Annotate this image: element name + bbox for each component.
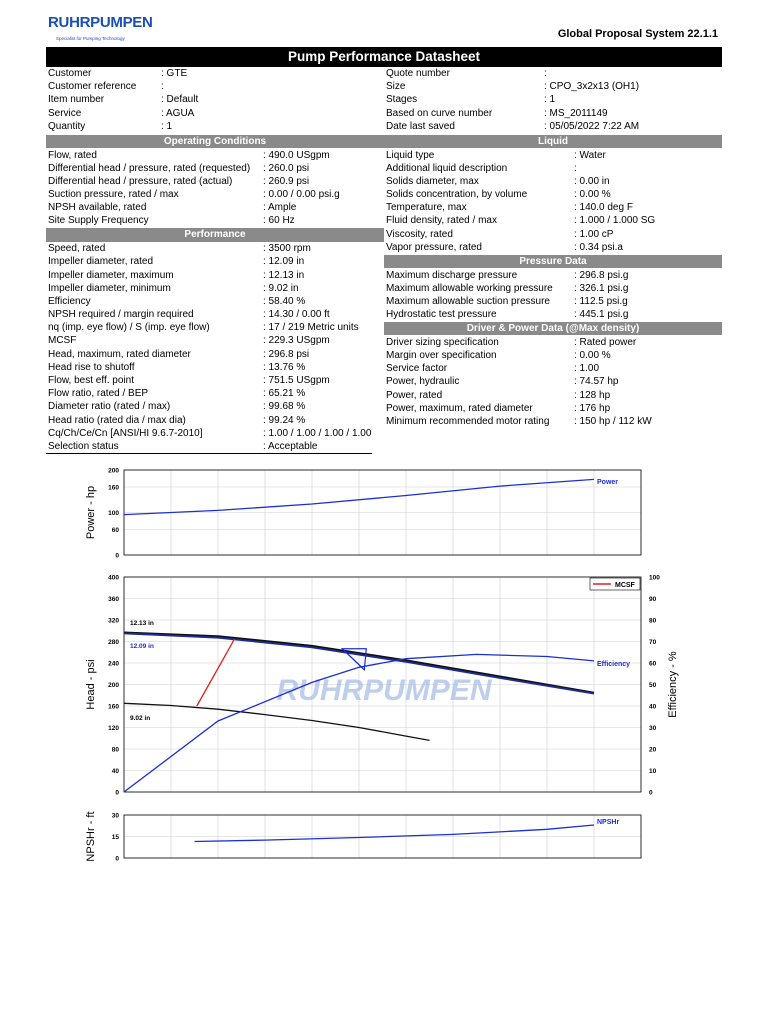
field-label: MCSF (48, 335, 77, 347)
field-label: Liquid type (386, 149, 435, 161)
field-label: Efficiency (48, 295, 91, 307)
field-label: Maximum allowable suction pressure (386, 295, 550, 307)
legend-label-mcsf: MCSF (615, 582, 635, 589)
field-value: : (544, 68, 547, 79)
field-label: Margin over specification (386, 349, 497, 361)
field-label: Date last saved (386, 120, 455, 132)
field-value: : 1.00 (574, 363, 600, 375)
field-label: Fluid density, rated / max (386, 215, 497, 227)
field-label: Power, maximum, rated diameter (386, 402, 533, 414)
field-value: : 1.00 cP (574, 228, 614, 240)
field-value: : 1.000 / 1.000 SG (574, 215, 656, 227)
y-tick-label: 0 (115, 789, 119, 797)
y-tick-label: 0 (115, 855, 119, 863)
field-value: : 0.34 psi.a (574, 241, 623, 253)
field-label: Impeller diameter, minimum (48, 282, 171, 294)
field-value: : 445.1 psi.g (574, 309, 629, 321)
field-label: Minimum recommended motor rating (386, 415, 550, 427)
y2-tick-label: 0 (649, 789, 653, 797)
section-driver-power: Driver & Power Data (@Max density) (384, 322, 722, 336)
y-tick-label: 40 (111, 768, 119, 775)
y-tick-label: 30 (111, 812, 119, 820)
field-value: : 0.00 % (574, 189, 611, 201)
field-value: : 17 / 219 Metric units (263, 322, 359, 334)
field-value: : 9.02 in (263, 282, 299, 294)
field-value: : 751.5 USgpm (263, 375, 330, 386)
label-dia-max: 12.13 in (130, 620, 154, 627)
field-label: Head rise to shutoff (48, 361, 135, 373)
field-label: Based on curve number (386, 107, 493, 119)
field-label: Size (386, 81, 406, 93)
series-line-npshr (195, 825, 595, 842)
y-axis-label: Power - hp (85, 485, 97, 540)
field-label: Suction pressure, rated / max (48, 189, 179, 201)
field-value: : (161, 81, 164, 93)
field-value: : 0.00 % (574, 349, 611, 361)
field-value: : 74.57 hp (574, 376, 619, 388)
field-value: : 3500 rpm (263, 243, 311, 255)
field-value: : Ample (263, 202, 297, 214)
watermark-logo: RUHRPUMPEN (276, 674, 492, 707)
field-label: Solids concentration, by volume (386, 189, 528, 201)
field-value: : 14.30 / 0.00 ft (263, 309, 330, 321)
field-value: : 112.5 psi.g (574, 295, 628, 307)
field-value: : GTE (161, 68, 188, 79)
y-tick-label: 60 (111, 527, 119, 534)
label-dia-min: 9.02 in (130, 715, 151, 722)
field-value: : 12.13 in (263, 269, 305, 281)
field-label: Impeller diameter, rated (48, 256, 154, 268)
y-axis-label: Head - psi (85, 659, 97, 710)
y-tick-label: 15 (111, 834, 119, 841)
field-label: Differential head / pressure, rated (actual) (48, 175, 233, 187)
field-label: Selection status (48, 440, 119, 452)
field-label: nq (imp. eye flow) / S (imp. eye flow) (48, 322, 210, 334)
y-tick-label: 200 (108, 467, 119, 475)
y2-tick-label: 10 (649, 768, 657, 775)
field-value: : 260.9 psi (263, 175, 310, 187)
field-value: : 260.0 psi (263, 162, 310, 174)
field-label: Flow ratio, rated / BEP (48, 388, 149, 400)
field-label: Customer reference (48, 81, 137, 93)
y-tick-label: 200 (108, 682, 119, 689)
y-tick-label: 280 (108, 639, 119, 646)
y2-tick-label: 80 (649, 617, 657, 625)
y-tick-label: 80 (111, 746, 119, 754)
y-tick-label: 160 (108, 703, 119, 711)
y-axis-label: NPSHr - ft (85, 811, 97, 862)
y2-tick-label: 30 (649, 725, 657, 732)
y2-tick-label: 50 (649, 682, 657, 689)
section-operating-conditions: Operating Conditions (46, 135, 384, 149)
field-label: Service factor (386, 363, 448, 375)
field-label: Maximum discharge pressure (386, 269, 518, 281)
y-tick-label: 400 (108, 574, 119, 582)
field-value: : (574, 162, 577, 174)
field-label: Stages (386, 94, 418, 106)
y2-tick-label: 100 (649, 574, 660, 582)
field-label: NPSH required / margin required (48, 309, 194, 321)
field-value: : 1.00 / 1.00 / 1.00 / 1.00 (263, 427, 372, 439)
y-tick-label: 0 (115, 552, 119, 560)
field-label: Service (48, 107, 82, 119)
field-value: : 296.8 psi.g (574, 269, 629, 281)
y2-tick-label: 60 (649, 660, 657, 668)
field-label: Speed, rated (48, 243, 106, 255)
field-label: Flow, rated (48, 149, 97, 161)
field-value: : AGUA (161, 107, 195, 119)
field-value: : 60 Hz (263, 215, 295, 227)
y2-tick-label: 70 (649, 639, 657, 646)
field-label: Solids diameter, max (386, 175, 479, 187)
field-value: : 65.21 % (263, 388, 306, 400)
y-tick-label: 100 (108, 510, 119, 517)
field-value: : 128 hp (574, 389, 611, 401)
field-label: Head, maximum, rated diameter (48, 348, 191, 360)
field-label: Temperature, max (386, 202, 467, 214)
field-value: : 1 (161, 120, 173, 132)
field-label: Viscosity, rated (386, 228, 453, 240)
field-value: : 1 (544, 94, 556, 106)
field-value: : Rated power (574, 336, 637, 348)
series-line-mcsf (197, 639, 235, 706)
field-label: Customer (48, 68, 92, 79)
field-label: Impeller diameter, maximum (48, 269, 174, 281)
y-tick-label: 320 (108, 617, 119, 625)
field-label: Vapor pressure, rated (386, 241, 482, 253)
field-label: Head ratio (rated dia / max dia) (48, 414, 186, 426)
y2-tick-label: 40 (649, 703, 657, 711)
field-label: Hydrostatic test pressure (386, 309, 497, 321)
field-value: : 490.0 USgpm (263, 149, 330, 161)
field-value: : 229.3 USgpm (263, 335, 330, 347)
field-value: : 296.8 psi (263, 348, 310, 360)
field-value: : MS_2011149 (544, 107, 608, 119)
field-label: Differential head / pressure, rated (requested) (48, 162, 251, 174)
field-value: : 326.1 psi.g (574, 282, 629, 294)
logo-text: RUHRPUMPEN (48, 14, 153, 31)
field-value: : 140.0 deg F (574, 202, 633, 214)
field-label: Site Supply Frequency (48, 215, 149, 227)
field-value: : CPO_3x2x13 (OH1) (544, 81, 640, 93)
field-value: : Water (574, 149, 606, 161)
logo-tagline: Specialist for Pumping Technology (56, 36, 125, 41)
page-title: Pump Performance Datasheet (46, 47, 722, 67)
field-value: : 13.76 % (263, 361, 306, 373)
section-pressure-data: Pressure Data (384, 255, 722, 269)
series-line-9-02-in (124, 703, 430, 740)
y-tick-label: 120 (108, 725, 119, 732)
field-label: Additional liquid description (386, 162, 508, 174)
section-liquid: Liquid (384, 135, 722, 149)
field-label: Driver sizing specification (386, 336, 499, 348)
y2-axis-label: Efficiency - % (667, 651, 679, 718)
field-value: : Default (161, 94, 199, 106)
field-value: : 99.68 % (263, 401, 306, 413)
field-value: : 99.24 % (263, 414, 306, 426)
field-value: : 0.00 in (574, 175, 610, 187)
y2-tick-label: 20 (649, 746, 657, 754)
system-version: Global Proposal System 22.1.1 (557, 28, 718, 40)
field-label: Power, hydraulic (386, 376, 460, 388)
series-label-efficiency: Efficiency (597, 661, 631, 668)
field-value: : 0.00 / 0.00 psi.g (263, 189, 340, 201)
field-label: NPSH available, rated (48, 202, 147, 214)
field-value: : 58.40 % (263, 295, 306, 307)
series-label-npshr: NPSHr (597, 819, 620, 826)
field-value: : 12.09 in (263, 256, 305, 268)
field-label: Maximum allowable working pressure (386, 282, 553, 294)
y-tick-label: 360 (108, 596, 119, 603)
y-tick-label: 240 (108, 660, 119, 668)
y-tick-label: 160 (108, 484, 119, 492)
field-value: : 05/05/2022 7:22 AM (544, 120, 640, 132)
field-label: Cq/Ch/Ce/Cn [ANSI/HI 9.6.7-2010] (48, 427, 203, 439)
field-value: : 176 hp (574, 402, 611, 414)
field-label: Item number (48, 94, 105, 106)
field-label: Quantity (48, 120, 86, 132)
series-label-power: Power (597, 479, 619, 486)
field-value: : Acceptable (263, 440, 318, 452)
y2-tick-label: 90 (649, 596, 657, 603)
field-label: Flow, best eff. point (48, 375, 134, 386)
field-label: Diameter ratio (rated / max) (48, 401, 171, 413)
section-performance: Performance (46, 228, 384, 242)
field-label: Quote number (386, 68, 450, 79)
field-label: Power, rated (386, 389, 443, 401)
label-dia-rated: 12.09 in (130, 643, 154, 650)
field-value: : 150 hp / 112 kW (574, 415, 652, 427)
